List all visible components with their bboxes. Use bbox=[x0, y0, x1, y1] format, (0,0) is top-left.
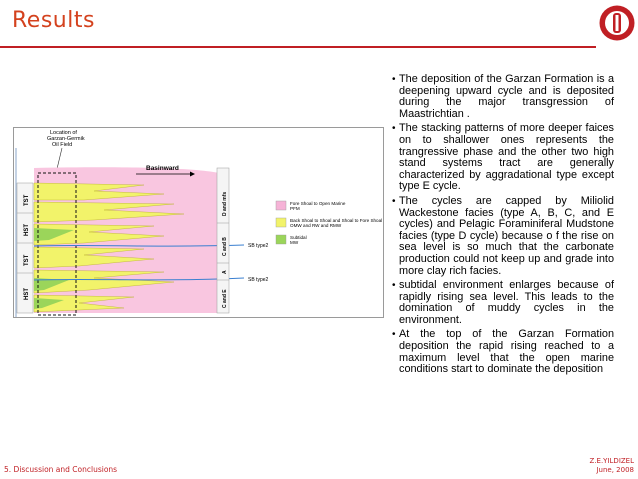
cycle-label-cb: C and B bbox=[222, 237, 228, 256]
title-divider bbox=[0, 46, 596, 48]
legend-swatch-subtidal bbox=[276, 235, 286, 244]
tract-label-hst-2: HST bbox=[24, 288, 30, 300]
tract-label-tst-2: TST bbox=[24, 254, 30, 266]
stratigraphic-diagram bbox=[13, 127, 384, 318]
tract-label-tst-1: TST bbox=[24, 194, 30, 206]
bullet-item: • The deposition of the Garzan Formation is a deepening upward cycle and is deposited during the major transgression of Maastrichtian . bbox=[394, 74, 614, 120]
legend-swatch-open-marine bbox=[276, 201, 286, 210]
slide-title: Results bbox=[12, 8, 95, 33]
basinward-label: Basinward bbox=[146, 165, 179, 172]
sb-label-1: SB type2 bbox=[248, 243, 269, 249]
legend-subtidal-line-2: MW bbox=[290, 240, 299, 245]
footer-author: Z.E.YILDIZEL bbox=[589, 457, 634, 465]
legend-shoal-line-1: Back Shoal to Shoal and Shoal to Fore Shoal bbox=[290, 218, 383, 223]
cycle-label-d: D and mfs bbox=[222, 191, 228, 216]
location-label-line-1: Location of bbox=[50, 130, 77, 136]
location-label-line-2: Garzan-Germik bbox=[47, 136, 85, 142]
footer-credit bbox=[590, 457, 634, 474]
location-label-line-3: Oil Field bbox=[52, 142, 73, 148]
legend-subtidal-line-1: Subtidal bbox=[290, 235, 307, 240]
legend-open-marine-line-1: Fore Shoal to Open Marine bbox=[290, 201, 346, 206]
bullet-item: • The cycles are capped by Miliolid Wackestone facies (type A, B, C, and E cycles) and Pelagic Foraminiferal Mudstone facies (type D cycle) because o f the rise on sea level is so much that the carbonate production could not keep up and grade into more clay rich facies. bbox=[394, 196, 614, 277]
sb-label-2: SB type2 bbox=[248, 277, 269, 283]
bullet-item: • The stacking patterns of more deeper faices on to shallower ones represents the trangressive phase and the other two high stand systems tract are generally characterized by aggradational type except type E cycle. bbox=[394, 123, 614, 193]
cycle-label-ce: C and E bbox=[222, 289, 228, 308]
legend-swatch-shoal bbox=[276, 218, 286, 227]
bullet-item: • At the top of the Garzan Formation deposition the rapid rising reached to a maximum level that the open marine conditions start to dominate the deposition bbox=[394, 329, 614, 375]
bullet-item: • subtidal environment enlarges because of rapidly rising sea level. This leads to the domination of muddy cycles in the environment. bbox=[394, 280, 614, 326]
university-logo-icon bbox=[598, 4, 636, 42]
legend-open-marine-line-2: PFM bbox=[290, 206, 300, 211]
legend-shoal-line-2: OMW and RW and RMW bbox=[290, 223, 342, 228]
results-bullet-list bbox=[394, 74, 614, 379]
tract-label-hst-1: HST bbox=[24, 224, 30, 236]
cycle-label-a: A bbox=[222, 270, 228, 274]
footer-date: June, 2008 bbox=[596, 465, 634, 474]
footer-section-label: 5. Discussion and Conclusions bbox=[4, 465, 118, 474]
